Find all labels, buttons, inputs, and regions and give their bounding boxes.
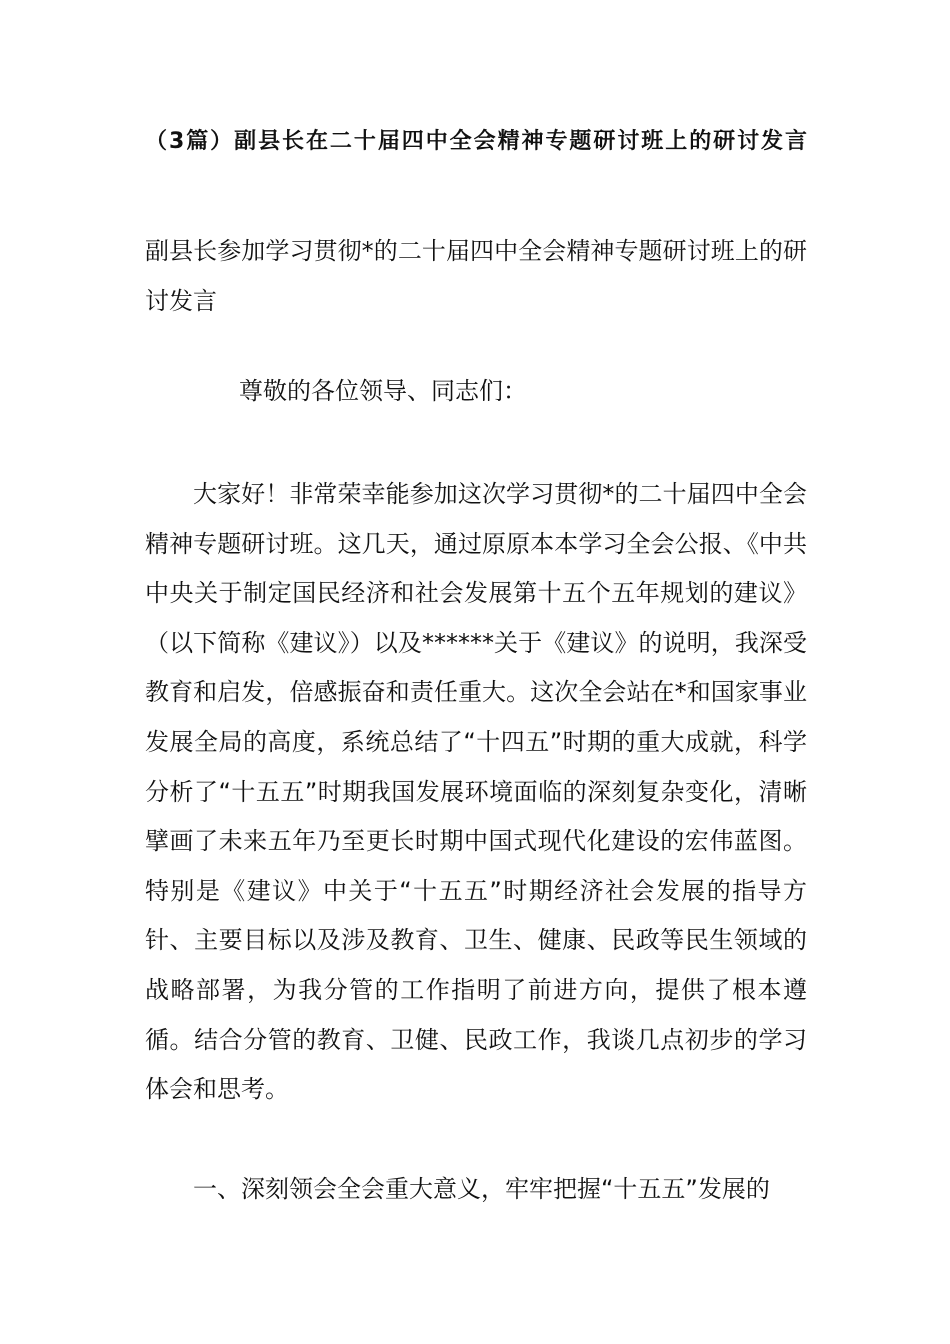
document-subtitle: 副县长参加学习贯彻*的二十届四中全会精神专题研讨班上的研讨发言 [145, 237, 807, 315]
document-title: （3篇）副县长在二十届四中全会精神专题研讨班上的研讨发言 [145, 129, 807, 154]
section-heading: 一、深刻领会全会重大意义，牢牢把握“十五五”发展的 [193, 1175, 770, 1203]
body-paragraph: 大家好！非常荣幸能参加这次学习贯彻*的二十届四中全会精神专题研讨班。这几天，通过原原本本学习全会公报、《中共中央关于制定国民经济和社会发展第十五个五年规划的建议》（以下简称《建议》）以及******关于《建议》的说明，我深受教育和启发，倍感振奋和责任重大。这次全会站在*和国家事业发展全局的高度，系统总结了“十四五”时期的重大成就，科学分析了“十五五”时期我国发展环境面临的深刻复杂变化，清晰擘画了未来五年乃至更长时期中国式现代化建设的宏伟蓝图。特别是《建议》中关于“十五五”时期经济社会发展的指导方针、主要目标以及涉及教育、卫生、健康、民政等民生领域的战略部署，为我分管的工作指明了前进方向，提供了根本遵循。结合分管的教育、卫健、民政工作，我谈几点初步的学习体会和思考。 [145, 480, 807, 1104]
salutation: 尊敬的各位领导、同志们： [239, 377, 527, 405]
